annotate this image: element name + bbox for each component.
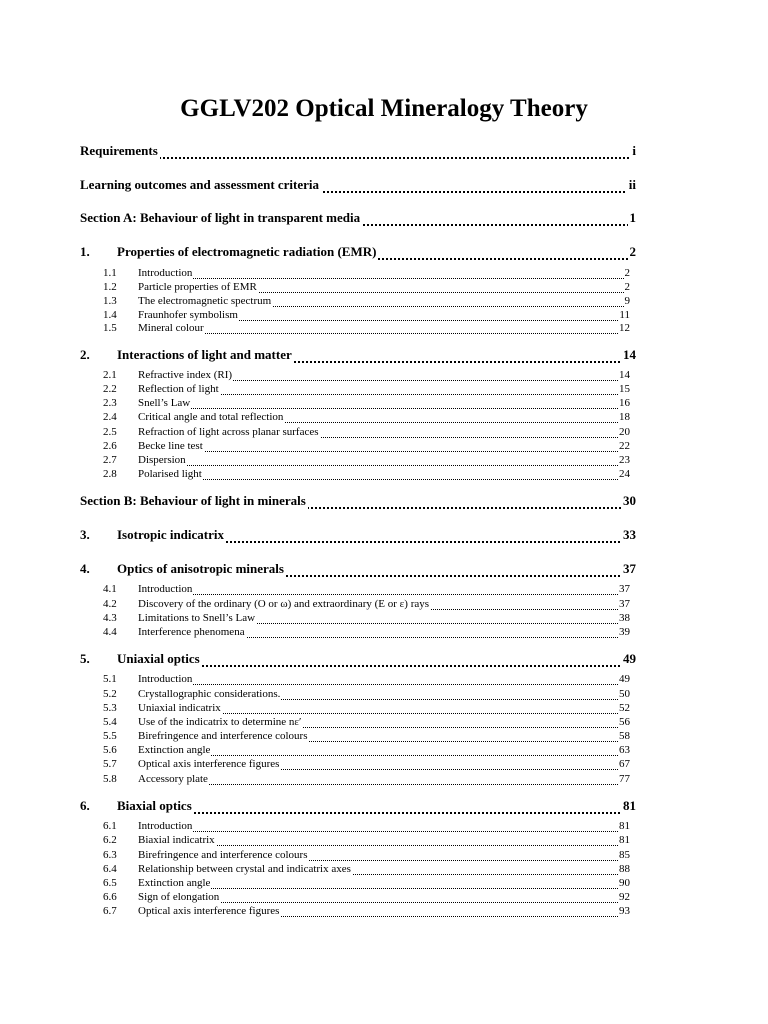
toc-entry-title: Snell’s Law [138,397,191,409]
toc-entry-title: Section A: Behaviour of light in transparent media [80,210,361,225]
dot-leader [117,802,636,814]
toc-entry [0,368,768,382]
toc-entry-number: 5.8 [103,773,117,785]
toc-entry-title: Introduction [138,673,193,685]
dot-leader [138,777,630,785]
toc-entry-number: 2.6 [103,440,117,452]
toc-entry [0,687,768,701]
document-title: GGLV202 Optical Mineralogy Theory [180,95,588,122]
toc-entry [0,492,768,510]
toc-entry-number: 1.2 [103,281,117,293]
toc-entry-page: 15 [619,383,630,395]
dot-leader [80,147,636,159]
toc-entry-number: 2.2 [103,383,117,395]
toc-entry-title: Requirements [80,143,158,158]
toc-entry-page: 85 [619,849,630,861]
dot-leader [138,326,630,334]
toc-entry-page: 49 [619,673,630,685]
toc-entry-title: Birefringence and interference colours [138,849,308,861]
toc-entry-page: 2 [624,267,630,279]
toc-entry-title: The electromagnetic spectrum [138,295,272,307]
toc-entry [0,650,768,668]
toc-entry [0,701,768,715]
toc-entry [0,526,768,544]
toc-entry-title: Properties of electromagnetic radiation (EMR) [117,244,377,259]
toc-entry [0,797,768,815]
toc-entry-page: 1 [629,210,636,225]
toc-entry-title: Interference phenomena [138,626,245,638]
toc-entry [0,396,768,410]
toc-entry-page: 37 [619,598,630,610]
toc-entry-page: 9 [624,295,630,307]
toc-entry-number: 5.5 [103,730,117,742]
toc-entry-number: 5.6 [103,744,117,756]
toc-entry-page: 52 [619,702,630,714]
toc-entry-page: 2 [624,281,630,293]
toc-entry-title: Optical axis interference figures [138,905,280,917]
toc-entry-number: 2. [80,347,90,362]
toc-entry-number: 6.7 [103,905,117,917]
toc-entry-page: ii [628,177,636,192]
toc-entry [0,672,768,686]
toc-entry-number: 5.1 [103,673,117,685]
toc-entry [0,467,768,481]
toc-entry-title: Particle properties of EMR [138,281,257,293]
toc-entry [0,346,768,364]
dot-leader [138,677,630,685]
toc-entry [0,321,768,335]
toc-entry-title: Introduction [138,820,193,832]
toc-entry-number: 4.2 [103,598,117,610]
toc-entry-title: Extinction angle [138,877,211,889]
toc-entry [0,625,768,639]
toc-entry-number: 2.4 [103,411,117,423]
toc-entry-number: 5.3 [103,702,117,714]
toc-entry-title: Biaxial optics [117,798,192,813]
toc-entry [0,453,768,467]
toc-entry-number: 1.1 [103,267,117,279]
toc-entry [0,425,768,439]
toc-entry-page: 81 [619,834,630,846]
toc-entry-number: 5.4 [103,716,117,728]
toc-entry-number: 4.4 [103,626,117,638]
dot-leader [138,881,630,889]
toc-entry-number: 2.8 [103,468,117,480]
toc-entry-title: Birefringence and interference colours [138,730,308,742]
toc-entry-number: 2.7 [103,454,117,466]
toc-entry-number: 1.4 [103,309,117,321]
toc-entry-title: Dispersion [138,454,186,466]
toc-entry [0,582,768,596]
toc-entry [0,890,768,904]
dot-leader [138,824,630,832]
toc-entry [0,862,768,876]
toc-entry-number: 5. [80,651,90,666]
toc-entry-title: Accessory plate [138,773,208,785]
toc-entry [0,382,768,396]
toc-entry-number: 6.6 [103,891,117,903]
toc-entry-number: 1. [80,244,90,259]
toc-entry-page: 2 [629,244,636,259]
toc-entry-page: 88 [619,863,630,875]
toc-entry-title: Becke line test [138,440,203,452]
toc-entry-page: 81 [623,798,636,813]
toc-entry-page: 14 [623,347,636,362]
toc-entry-number: 4.3 [103,612,117,624]
toc-entry-page: 93 [619,905,630,917]
toc-entry-title: Biaxial indicatrix [138,834,215,846]
toc-entry-title: Uniaxial optics [117,651,200,666]
toc-entry-title: Discovery of the ordinary (O or ω) and extraordinary (E or ε) rays [138,598,430,610]
toc-entry-page: 11 [619,309,630,321]
toc-entry-title: Uniaxial indicatrix [138,702,221,714]
toc-entry [0,142,768,160]
toc-entry-page: 90 [619,877,630,889]
toc-entry-page: 50 [619,688,630,700]
toc-entry-page: 63 [619,744,630,756]
toc-entry-title: Optics of anisotropic minerals [117,561,284,576]
toc-entry-page: 92 [619,891,630,903]
toc-entry [0,266,768,280]
toc-entry-number: 6. [80,798,90,813]
toc-entry-page: 49 [623,651,636,666]
toc-entry-title: Introduction [138,267,193,279]
toc-entry [0,833,768,847]
toc-entry-page: 77 [619,773,630,785]
toc-entry-page: 33 [623,527,636,542]
toc-entry-title: Isotropic indicatrix [117,527,225,542]
toc-entry [0,560,768,578]
toc-entry-title: Relationship between crystal and indicatrix axes [138,863,351,875]
toc-entry-number: 2.5 [103,426,117,438]
toc-entry-number: 6.2 [103,834,117,846]
toc-entry-title: Crystallographic considerations. [138,688,281,700]
toc-entry-number: 2.3 [103,397,117,409]
toc-entry [0,294,768,308]
dot-leader [138,401,630,409]
toc-entry-number: 1.3 [103,295,117,307]
toc-entry [0,439,768,453]
toc-entry [0,176,768,194]
toc-entry-page: 30 [623,493,636,508]
toc-entry-title: Introduction [138,583,193,595]
toc-entry [0,876,768,890]
toc-entry-page: i [632,143,636,158]
toc-entry-page: 12 [619,322,630,334]
toc-entry-page: 24 [619,468,630,480]
toc-entry-number: 6.3 [103,849,117,861]
toc-entry-page: 38 [619,612,630,624]
toc-entry-number: 5.2 [103,688,117,700]
toc-entry-title: Interactions of light and matter [117,347,292,362]
toc-entry-page: 37 [619,583,630,595]
toc-entry-number: 6.1 [103,820,117,832]
toc-entry-number: 6.5 [103,877,117,889]
toc-entry-title: Use of the indicatrix to determine nε′ [138,716,302,728]
toc-entry-number: 2.1 [103,369,117,381]
dot-leader [138,458,630,466]
toc-entry [0,715,768,729]
toc-entry [0,597,768,611]
dot-leader [138,472,630,480]
toc-entry [0,743,768,757]
toc-entry [0,280,768,294]
toc-entry [0,819,768,833]
toc-entry-title: Reflection of light [138,383,219,395]
toc-entry-number: 6.4 [103,863,117,875]
toc-entry-title: Sign of elongation [138,891,220,903]
toc-entry-page: 22 [619,440,630,452]
toc-entry-title: Refractive index (RI) [138,369,233,381]
toc-entry-title: Optical axis interference figures [138,758,280,770]
dot-leader [138,444,630,452]
toc-entry [0,757,768,771]
dot-leader [138,587,630,595]
toc-entry [0,729,768,743]
toc-entry-title: Mineral colour [138,322,204,334]
toc-entry-page: 18 [619,411,630,423]
toc-entry-page: 81 [619,820,630,832]
toc-entry [0,410,768,424]
toc-entry [0,243,768,261]
toc-entry-page: 23 [619,454,630,466]
toc-entry-page: 16 [619,397,630,409]
toc-entry-title: Critical angle and total reflection [138,411,284,423]
toc-entry-page: 20 [619,426,630,438]
toc-entry [0,772,768,786]
toc-entry-page: 39 [619,626,630,638]
toc-entry [0,611,768,625]
toc-entry [0,308,768,322]
toc-entry-page: 67 [619,758,630,770]
dot-leader [138,748,630,756]
toc-entry-number: 3. [80,527,90,542]
toc-entry-title: Fraunhofer symbolism [138,309,238,321]
toc-entry-title: Polarised light [138,468,202,480]
toc-entry-number: 1.5 [103,322,117,334]
toc-entry-number: 5.7 [103,758,117,770]
toc-entry-number: 4. [80,561,90,576]
toc-entry [0,848,768,862]
toc-entry-title: Limitations to Snell’s Law [138,612,256,624]
toc-entry-title: Refraction of light across planar surfaces [138,426,319,438]
toc-entry-number: 4.1 [103,583,117,595]
toc-entry-page: 14 [619,369,630,381]
toc-entry-page: 37 [623,561,636,576]
toc-entry-title: Learning outcomes and assessment criteria [80,177,320,192]
toc-entry [0,209,768,227]
toc-entry-title: Extinction angle [138,744,211,756]
toc-entry-page: 58 [619,730,630,742]
toc-entry-page: 56 [619,716,630,728]
toc-entry [0,904,768,918]
dot-leader [138,271,630,279]
toc-entry-title: Section B: Behaviour of light in minerals [80,493,306,508]
